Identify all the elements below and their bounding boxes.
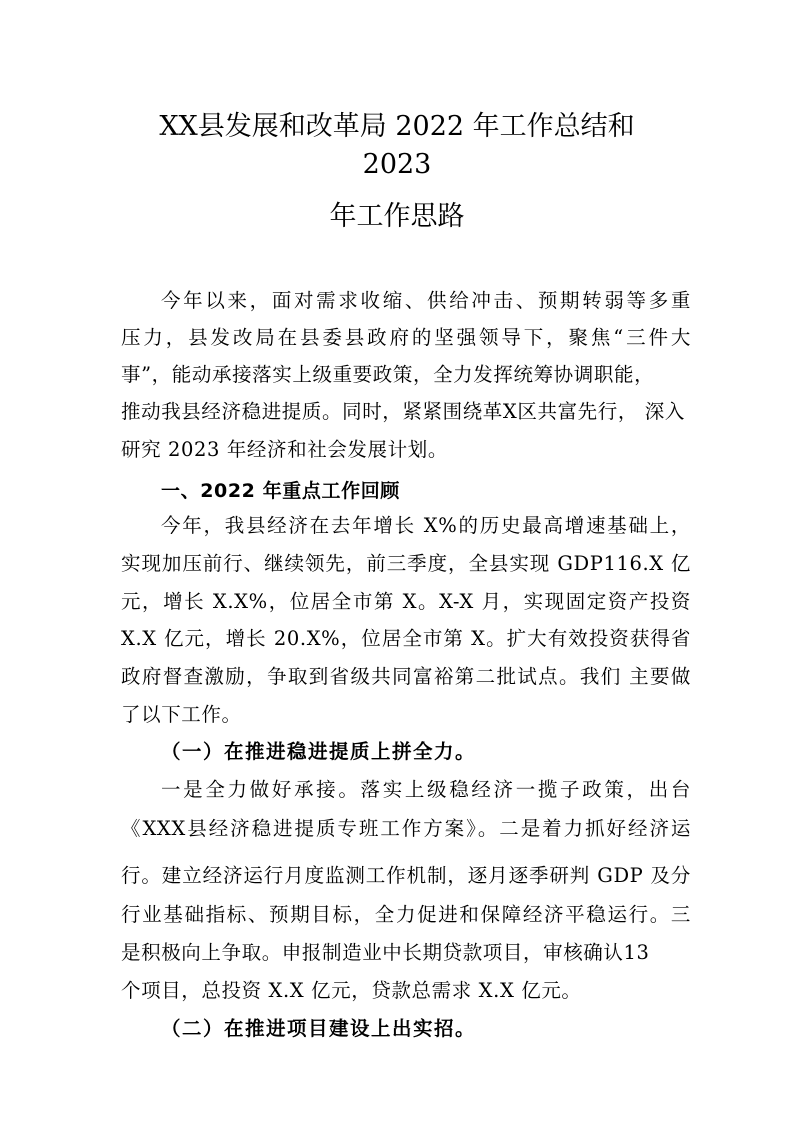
document-title-line-2: 2023 (362, 149, 432, 180)
document-title-line-3: 年工作思路 (329, 201, 465, 232)
review-line-2: 实现加压前行、继续领先，前三季度，全县实现 GDP116.X 亿 (121, 552, 691, 575)
intro-line-3: 事”，能动承接落实上级重要政策，全力发挥统筹协调职能， (121, 363, 655, 386)
sub1-line-3: 行。建立经济运行月度监测工作机制，逐月逐季研判 GDP 及分 (121, 864, 691, 887)
subheading-1: （一）在推进稳进提质上拼全力。 (161, 740, 477, 763)
subheading-2: （二）在推进项目建设上出实招。 (161, 1017, 477, 1040)
sub1-line-5: 是积极向上争取。申报制造业中长期贷款项目，审核确认13 (121, 941, 650, 964)
intro-line-4: 推动我县经济稳进提质。同时，紧紧围绕革X区共富先行， 深入 (121, 400, 685, 423)
review-line-4: X.X 亿元，增长 20.X%，位居全市第 X。扩大有效投资获得省 (121, 627, 691, 650)
sub1-line-2: 《XXX县经济稳进提质专班工作方案》。二是着力抓好经济运 (121, 817, 691, 840)
document-title-line-1: XX县发展和改革局 2022 年工作总结和 (159, 111, 635, 142)
sub1-line-4: 行业基础指标、预期目标，全力促进和保障经济平稳运行。三 (121, 903, 691, 926)
sub1-line-6: 个项目，总投资 X.X 亿元，贷款总需求 X.X 亿元。 (121, 979, 582, 1002)
intro-line-5: 研究 2023 年经济和社会发展计划。 (121, 438, 448, 461)
review-line-5: 政府督查激励，争取到省级共同富裕第二批试点。我们 主要做 (121, 665, 691, 688)
intro-line-1: 今年以来，面对需求收缩、供给冲击、预期转弱等多重 (161, 289, 691, 312)
review-line-6: 了以下工作。 (121, 703, 242, 726)
review-line-3: 元，增长 X.X%，位居全市第 X。X-X 月，实现固定资产投资 (121, 590, 691, 613)
section-heading-1: 一、2022 年重点工作回顾 (161, 480, 400, 502)
intro-line-2: 压力，县发改局在县委县政府的坚强领导下，聚焦“三件大 (121, 326, 691, 349)
sub1-line-1: 一是全力做好承接。落实上级稳经济一揽子政策，出台 (161, 778, 691, 801)
review-line-1: 今年，我县经济在去年增长 X%的历史最高增速基础上， (161, 514, 691, 537)
